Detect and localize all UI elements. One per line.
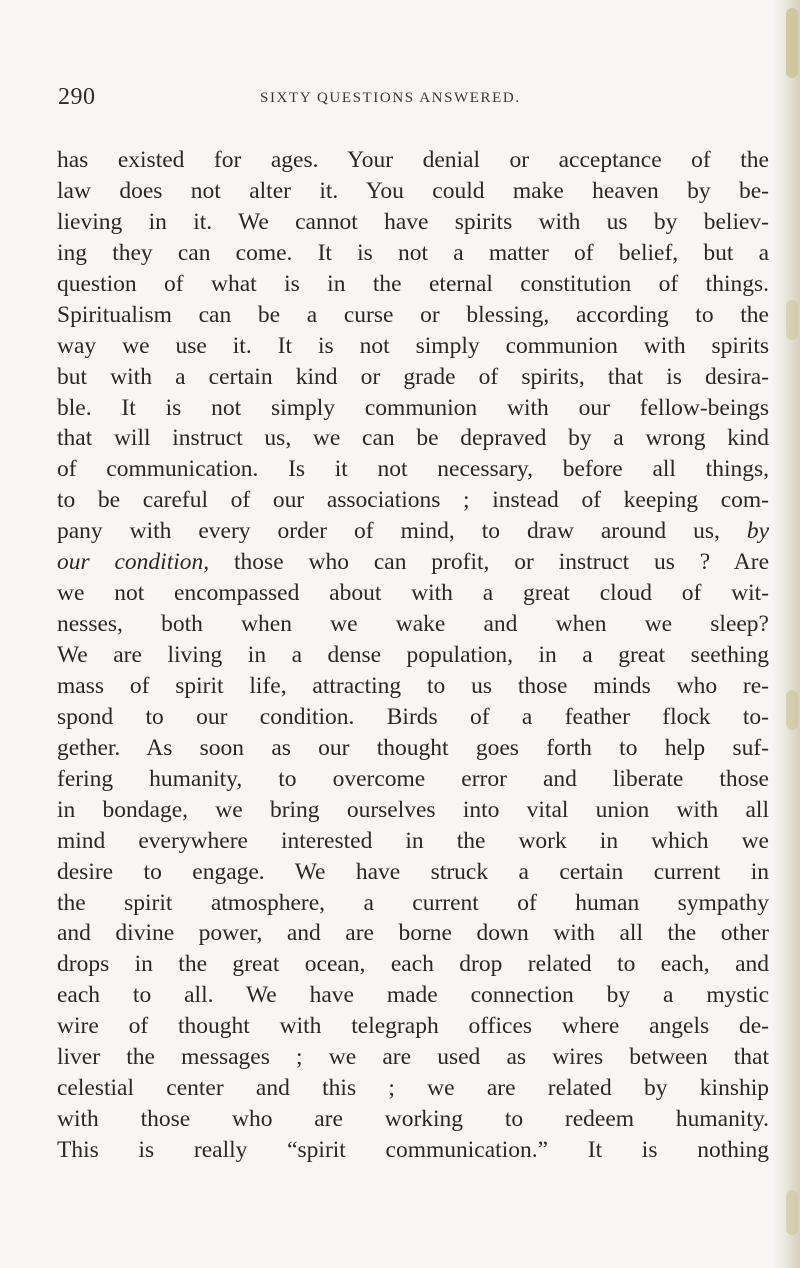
text-line: way we use it. It is not simply communion with spirits	[57, 332, 769, 359]
text-line: mind everywhere interested in the work in which we	[57, 827, 769, 854]
italic-text: our condition,	[57, 549, 210, 576]
text-line: liver the messages ; we are used as wires between that	[57, 1044, 769, 1071]
text-line: drops in the great ocean, each drop related to each, and	[57, 951, 769, 978]
text-line: but with a certain kind or grade of spirits, that is desira-	[57, 363, 769, 390]
text-line: law does not alter it. You could make heaven by be-	[57, 177, 769, 204]
page-edge-shading	[772, 0, 800, 1268]
text-line: ble. It is not simply communion with our fellow-beings	[57, 394, 769, 421]
page-stain	[786, 690, 798, 730]
text-line: desire to engage. We have struck a certain current in	[57, 858, 769, 885]
text-line: lieving in it. We cannot have spirits with us by believ-	[57, 208, 769, 235]
running-title: SIXTY QUESTIONS ANSWERED.	[260, 90, 521, 106]
text-line: each to all. We have made connection by a mystic	[57, 982, 769, 1009]
text-line: gether. As soon as our thought goes forth to help suf-	[57, 734, 769, 761]
text-line: we not encompassed about with a great cloud of wit-	[57, 580, 769, 607]
text-line: spond to our condition. Birds of a feather flock to-	[57, 703, 769, 730]
text-line: fering humanity, to overcome error and liberate those	[57, 765, 769, 792]
text-line: to be careful of our associations ; instead of keeping com-	[57, 487, 769, 514]
text-line: Spiritualism can be a curse or blessing, according to the	[57, 301, 769, 328]
italic-text: by	[746, 518, 769, 545]
page-stain	[786, 8, 798, 78]
page-stain	[786, 1190, 798, 1235]
text-segment: pany with every order of mind, to draw around us,	[57, 518, 720, 545]
page-number: 290	[58, 84, 96, 110]
text-line: nesses, both when we wake and when we sleep?	[57, 611, 769, 638]
text-line: mass of spirit life, attracting to us those minds who re-	[57, 672, 769, 699]
text-line: the spirit atmosphere, a current of human sympathy	[57, 889, 769, 916]
running-head	[0, 84, 800, 114]
text-line: This is really “spirit communication.” It is nothing	[57, 1137, 769, 1163]
text-line: with those who are working to redeem humanity.	[57, 1106, 769, 1133]
text-line: celestial center and this ; we are related by kinship	[57, 1075, 769, 1102]
text-line: question of what is in the eternal constitution of things.	[57, 270, 769, 297]
text-line: in bondage, we bring ourselves into vital union with all	[57, 796, 769, 823]
text-line: has existed for ages. Your denial or acceptance of the	[57, 147, 769, 173]
body-text	[57, 145, 769, 1166]
text-segment: those who can profit, or instruct us ? Are	[234, 549, 770, 576]
text-line-with-italic	[57, 547, 769, 578]
page-stain	[786, 300, 798, 340]
text-line: of communication. Is it not necessary, before all things,	[57, 456, 769, 483]
text-line: We are living in a dense population, in a great seething	[57, 642, 769, 668]
text-line: and divine power, and are borne down with all the other	[57, 920, 769, 947]
text-line: that will instruct us, we can be depraved by a wrong kind	[57, 425, 769, 452]
text-line: ing they can come. It is not a matter of belief, but a	[57, 239, 769, 266]
text-line: wire of thought with telegraph offices where angels de-	[57, 1013, 769, 1040]
text-line-with-italic	[57, 516, 769, 547]
